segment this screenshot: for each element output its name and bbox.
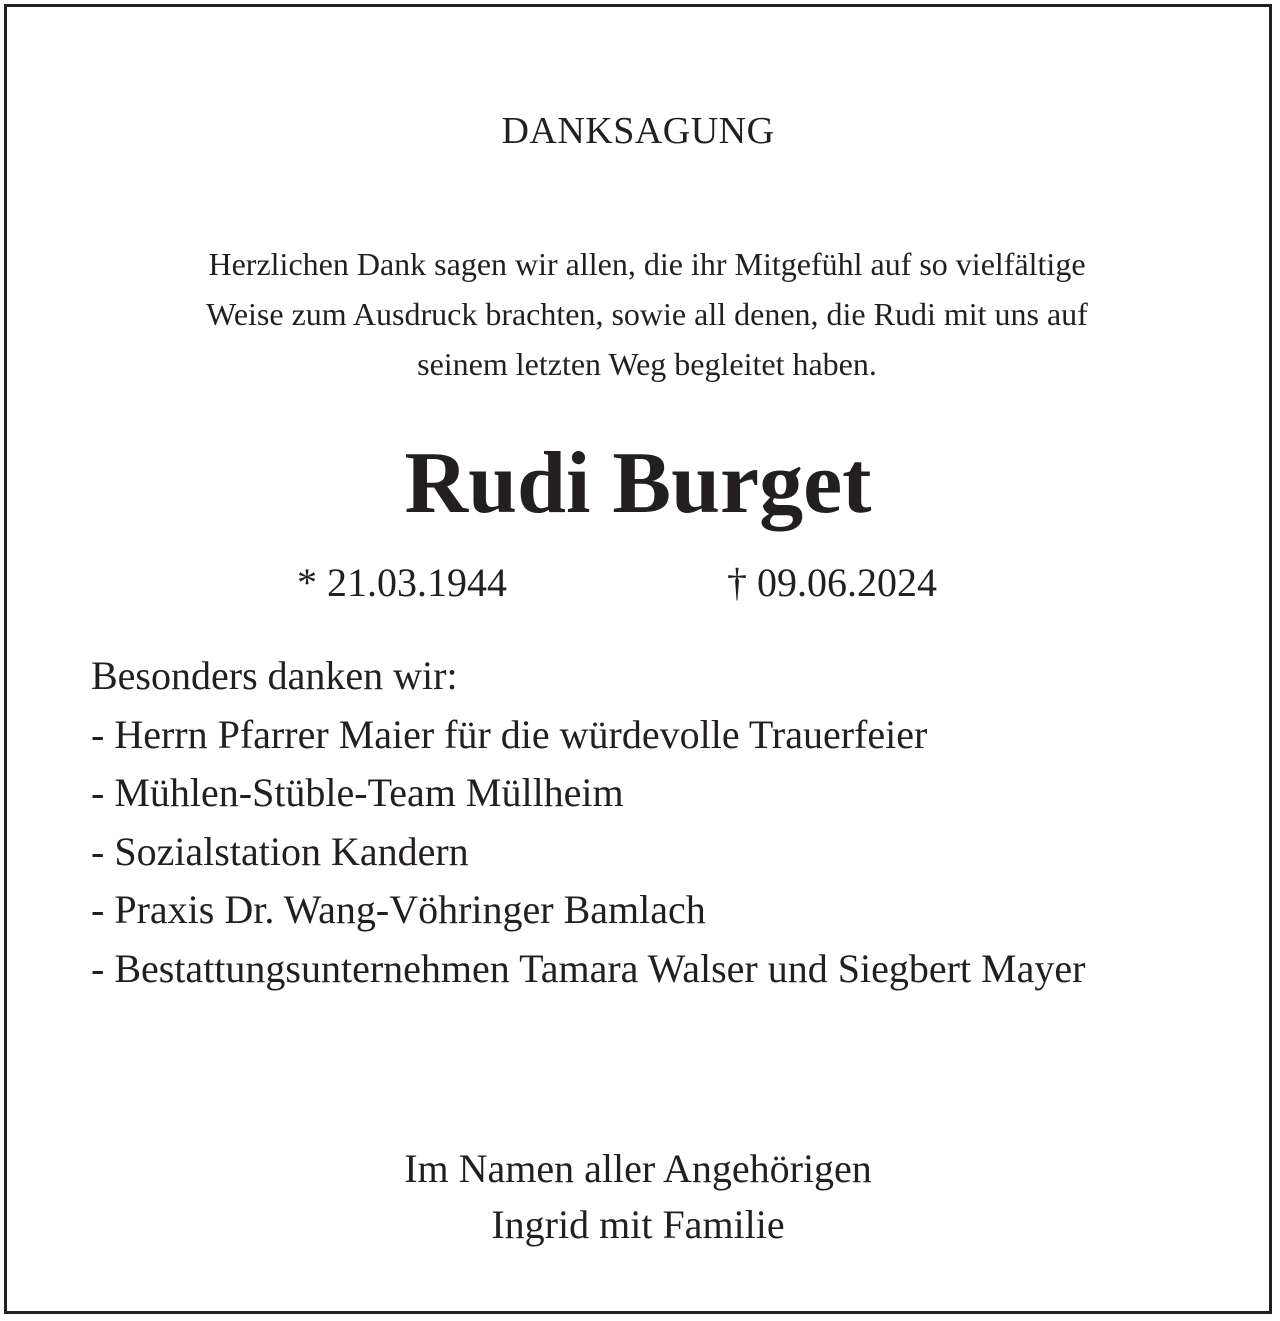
thanks-item: - Herrn Pfarrer Maier für die würdevolle Trauerfeier	[91, 711, 928, 757]
announcement-heading: DANKSAGUNG	[501, 110, 775, 152]
intro-text	[87, 239, 1207, 389]
signoff	[7, 1141, 1269, 1253]
intro-line: Weise zum Ausdruck brachten, sowie all denen, die Rudi mit uns auf	[206, 296, 1088, 332]
thanks-list	[91, 647, 1211, 998]
thanks-item: - Mühlen-Stüble-Team Müllheim	[91, 770, 624, 815]
intro-line: Herzlichen Dank sagen wir allen, die ihr Mitgefühl auf so vielfältige	[208, 246, 1086, 282]
thanks-item: - Praxis Dr. Wang-Vöhringer Bamlach	[91, 887, 706, 932]
intro-line: seinem letzten Weg begleitet haben.	[417, 346, 877, 382]
thanks-intro: Besonders danken wir:	[91, 653, 458, 698]
announcement-frame	[4, 4, 1272, 1314]
thanks-item: - Bestattungsunternehmen Tamara Walser und Siegbert Mayer	[91, 945, 1086, 991]
death-date: † 09.06.2024	[727, 560, 937, 605]
deceased-name: Rudi Burget	[404, 435, 872, 532]
thanks-item: - Sozialstation Kandern	[91, 828, 469, 874]
signoff-line: Im Namen aller Angehörigen	[404, 1146, 872, 1191]
birth-date: * 21.03.1944	[297, 560, 507, 605]
signoff-signature: Ingrid mit Familie	[491, 1202, 785, 1247]
